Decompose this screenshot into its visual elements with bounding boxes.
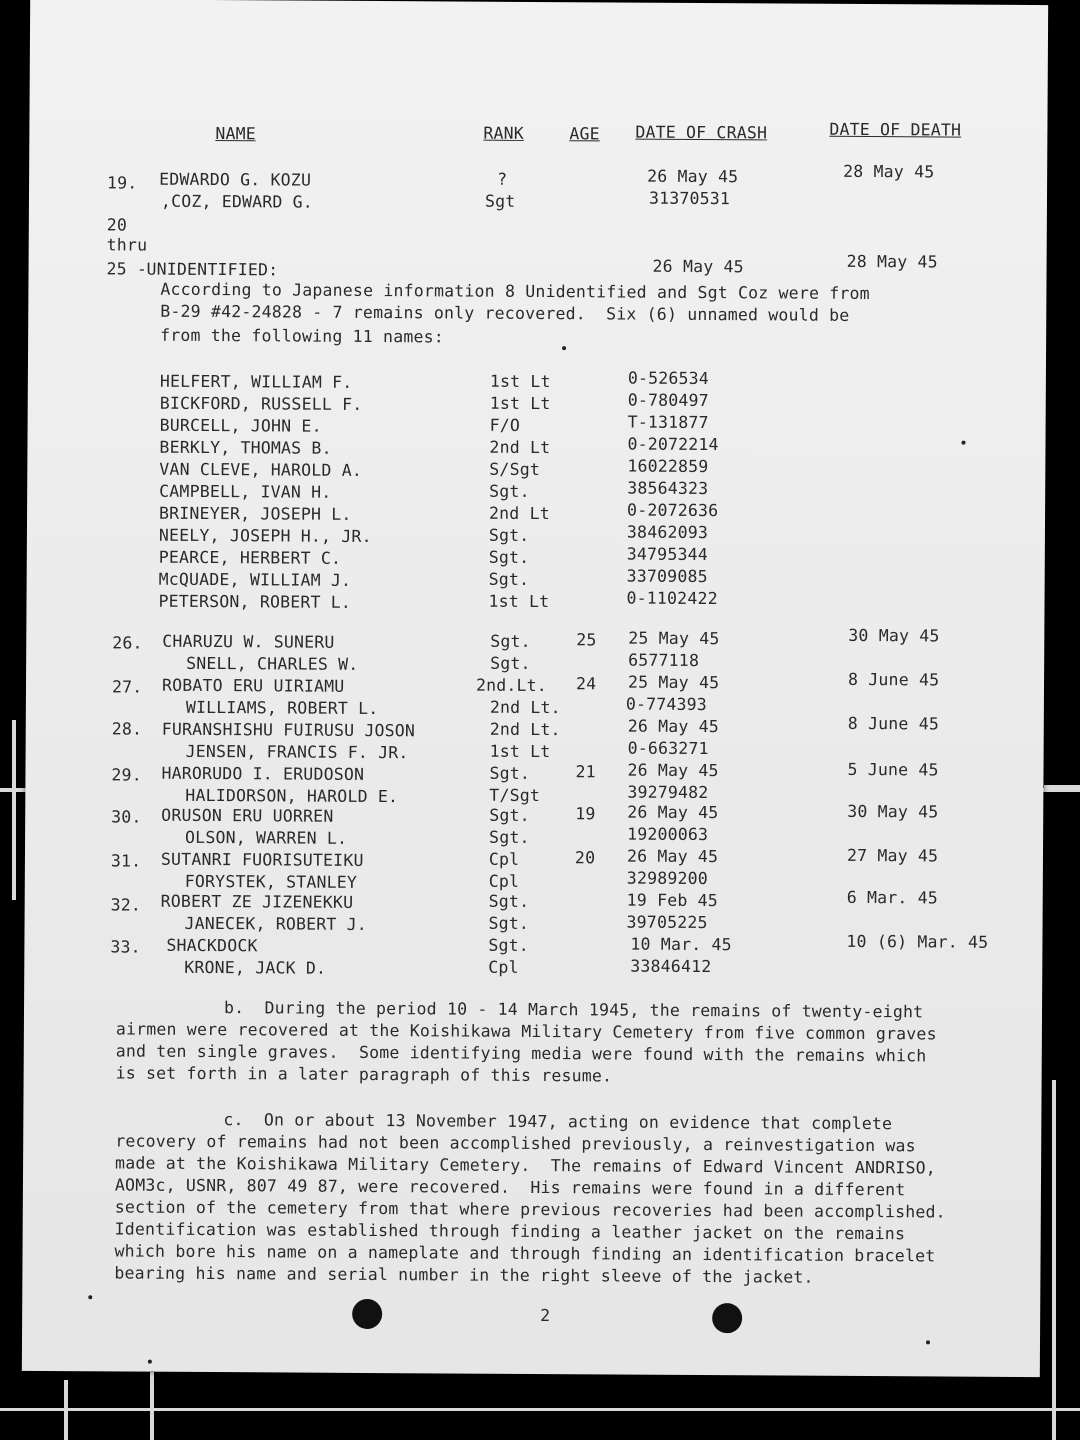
ink-speck — [562, 346, 566, 350]
entry-death-date: 5 June 45 — [847, 759, 939, 780]
list-item-rank: Sgt. — [488, 547, 530, 567]
unidentified-note: According to Japanese information 8 Unidentified and Sgt Coz were from — [160, 279, 870, 304]
entry-serial: 39705225 — [626, 912, 708, 933]
list-item-rank: F/O — [489, 415, 521, 435]
list-item-serial: 38462093 — [626, 522, 709, 543]
list-item-name: PEARCE, HERBERT C. — [158, 547, 342, 568]
col-header-age: AGE — [569, 124, 600, 144]
list-item-name: PETERSON, ROBERT L. — [158, 591, 352, 612]
entry-number: 33. — [110, 937, 141, 957]
entry-name: SNELL, CHARLES W. — [186, 653, 359, 674]
entry-rank: 2nd Lt. — [489, 719, 561, 740]
entry-japanese-name: CHARUZU W. SUNERU — [162, 631, 335, 652]
unidentified-title: UNIDENTIFIED: — [146, 259, 279, 280]
paragraph-b-line: b. During the period 10 - 14 March 1945, the remains of twenty-eight — [223, 998, 924, 1022]
entry-rank: 2nd.Lt. — [475, 675, 548, 696]
ink-speck — [961, 441, 965, 445]
entry-rank: Cpl — [488, 957, 519, 977]
ink-speck — [88, 1295, 92, 1299]
col-header-name: NAME — [215, 124, 256, 144]
entry-rank: 2nd Lt. — [489, 697, 561, 718]
entry-age: 19 — [575, 804, 596, 824]
paragraph-b-line: airmen were recovered at the Koishikawa Military Cemetery from five common graves — [115, 1019, 937, 1044]
entry-death-date: 6 Mar. 45 — [846, 887, 939, 908]
entry-japanese-name: SUTANRI FUORISUTEIKU — [160, 849, 364, 870]
entry-number: 27. — [111, 677, 143, 697]
entry-japanese-name: SHACKDOCK — [166, 935, 258, 956]
entry-name: JENSEN, FRANCIS F. JR. — [185, 741, 409, 763]
entry-crash-date: 10 Mar. 45 — [630, 934, 732, 955]
entry-japanese-name: ROBERT ZE JIZENEKKU — [160, 891, 354, 912]
list-item-serial: 33709085 — [626, 566, 708, 587]
entry-rank: Cpl — [488, 849, 520, 869]
list-item-name: CAMPBELL, IVAN H. — [159, 481, 332, 502]
background-line — [12, 720, 16, 900]
list-item-name: NEELY, JOSEPH H., JR. — [158, 525, 372, 546]
list-item-serial: 0-1102422 — [626, 588, 718, 609]
entry-crash-date: 25 May 45 — [628, 628, 720, 649]
page-number: 2 — [540, 1306, 551, 1326]
entry-rank: 1st Lt — [489, 741, 551, 762]
entry-serial: 0-663271 — [627, 738, 709, 759]
list-item-name: BICKFORD, RUSSELL F. — [159, 393, 363, 414]
entry-crash-date: 19 Feb 45 — [626, 890, 718, 911]
entry-number: 29. — [111, 765, 142, 785]
entry-rank: ? — [497, 169, 508, 189]
document-page — [22, 0, 1048, 1377]
entry-age: 21 — [575, 762, 596, 782]
ink-speck — [148, 1360, 152, 1364]
entry-number: 26. — [112, 633, 143, 653]
entry-number: 30. — [111, 807, 142, 827]
list-item-name: VAN CLEVE, HAROLD A. — [159, 459, 363, 480]
entry-death-date: 30 May 45 — [848, 625, 940, 646]
entry-rank: Sgt — [484, 191, 516, 211]
paragraph-c-line: AOM3c, USNR, 807 49 87, were recovered. His remains were found in a different — [114, 1175, 906, 1200]
entry-serial: 31370531 — [648, 188, 731, 209]
entry-serial: 39279482 — [627, 782, 709, 803]
unidentified-note: from the following 11 names: — [160, 325, 444, 347]
list-item-name: McQUADE, WILLIAM J. — [158, 569, 352, 590]
entry-crash-date: 26 May 45 — [647, 166, 739, 187]
list-item-serial: 0-780497 — [627, 390, 709, 411]
entry-name: ,COZ, EDWARD G. — [160, 191, 314, 212]
entry-number: 19. — [107, 173, 138, 193]
list-item-serial: 0-2072636 — [627, 500, 719, 521]
list-item-name: BURCELL, JOHN E. — [159, 415, 322, 436]
entry-japanese-name: ROBATO ERU UIRIAMU — [161, 675, 345, 696]
list-item-rank: 2nd Lt — [489, 437, 551, 458]
entry-crash-date: 25 May 45 — [627, 672, 720, 693]
col-header-date-of-crash: DATE OF CRASH — [635, 122, 768, 143]
col-header-date-of-death: DATE OF DEATH — [829, 119, 962, 140]
entry-rank: Sgt. — [489, 805, 530, 825]
entry-japanese-name: ORUSON ERU UORREN — [161, 805, 334, 826]
list-item-name: HELFERT, WILLIAM F. — [159, 371, 353, 392]
entry-death-date: 28 May 45 — [846, 251, 938, 272]
list-item-rank: 1st Lt — [489, 393, 551, 414]
entry-rank: Cpl — [488, 871, 520, 891]
paragraph-c-line: bearing his name and serial number in the right sleeve of the jacket. — [114, 1263, 814, 1287]
entry-death-date: 10 (6) Mar. 45 — [846, 931, 989, 952]
list-item-name: BERKLY, THOMAS B. — [159, 437, 332, 458]
background-line — [1052, 1080, 1056, 1440]
punch-hole — [712, 1303, 742, 1333]
entry-japanese-name: EDWARDO G. KOZU — [159, 169, 312, 190]
unidentified-note: B-29 #42-24828 - 7 remains only recovered. Six (6) unnamed would be — [160, 301, 850, 325]
list-item-serial: 0-526534 — [627, 368, 710, 389]
entry-age: 20 — [574, 848, 596, 868]
list-item-rank: Sgt. — [488, 569, 530, 589]
entry-death-date: 28 May 45 — [843, 161, 935, 182]
entry-death-date: 27 May 45 — [846, 845, 939, 866]
range-label: 20 — [106, 215, 128, 235]
list-item-rank: Sgt. — [488, 525, 530, 545]
entry-death-date: 30 May 45 — [847, 801, 939, 822]
entry-serial: 33846412 — [630, 956, 712, 977]
paragraph-c-line: Identification was established through finding a leather jacket on the remains — [114, 1219, 906, 1244]
entry-serial: 19200063 — [627, 824, 709, 845]
entry-death-date: 8 June 45 — [848, 669, 940, 690]
background-line — [0, 1408, 1080, 1411]
entry-number: 28. — [111, 719, 143, 739]
entry-crash-date: 26 May 45 — [627, 760, 719, 781]
col-header-rank: RANK — [483, 123, 524, 143]
entry-death-date: 8 June 45 — [847, 713, 940, 734]
paragraph-c-line: which bore his name on a nameplate and through finding an identification bracelet — [114, 1241, 936, 1266]
list-item-name: BRINEYER, JOSEPH L. — [159, 503, 352, 524]
entry-crash-date: 26 May 45 — [626, 846, 719, 867]
entry-name: FORYSTEK, STANLEY — [184, 871, 358, 892]
list-item-serial: 0-2072214 — [627, 434, 719, 455]
entry-number: 32. — [110, 895, 142, 915]
entry-name: KRONE, JACK D. — [184, 957, 327, 978]
entry-serial: 32989200 — [626, 868, 708, 889]
entry-crash-date: 26 May 45 — [627, 802, 719, 823]
entry-name: OLSON, WARREN L. — [185, 827, 348, 848]
list-item-rank: Sgt. — [489, 481, 530, 501]
list-item-serial: T-131877 — [627, 412, 709, 433]
paragraph-c-line: section of the cemetery from that where previous recoveries had been accomplished. — [114, 1197, 946, 1222]
paragraph-c-line: c. On or about 13 November 1947, acting on evidence that complete — [223, 1110, 893, 1134]
entry-rank: Sgt. — [489, 763, 531, 783]
paragraph-b-line: is set forth in a later paragraph of this resume. — [115, 1063, 613, 1086]
entry-japanese-name: HARORUDO I. ERUDOSON — [161, 763, 365, 784]
list-item-rank: 1st Lt — [488, 591, 550, 612]
ink-speck — [926, 1340, 930, 1344]
entry-rank: T/Sgt — [489, 785, 541, 806]
entry-serial: 6577118 — [628, 650, 700, 671]
list-item-serial: 16022859 — [627, 456, 709, 477]
entry-name: JANECEK, ROBERT J. — [184, 913, 368, 934]
entry-name: HALIDORSON, HAROLD E. — [185, 785, 399, 807]
entry-rank: Sgt. — [488, 913, 530, 933]
paragraph-b-line: and ten single graves. Some identifying media were found with the remains which — [115, 1041, 927, 1066]
entry-number: 25 - — [106, 259, 148, 279]
entry-age: 25 — [576, 630, 597, 650]
entry-rank: Sgt. — [490, 631, 531, 651]
entry-rank: Sgt. — [489, 827, 530, 847]
entry-crash-date: 26 May 45 — [627, 716, 720, 737]
list-item-rank: 1st Lt — [489, 371, 551, 392]
list-item-serial: 38564323 — [627, 478, 709, 499]
background-line — [1044, 785, 1080, 789]
entry-rank: Sgt. — [488, 891, 530, 911]
entry-rank: Sgt. — [490, 653, 531, 673]
background-line — [150, 1372, 154, 1440]
list-item-rank: S/Sgt — [489, 459, 541, 480]
entry-number: 31. — [110, 851, 142, 871]
list-item-serial: 34795344 — [626, 544, 708, 565]
entry-crash-date: 26 May 45 — [652, 256, 744, 277]
list-item-rank: 2nd Lt — [489, 503, 550, 524]
punch-hole — [352, 1299, 382, 1329]
entry-rank: Sgt. — [488, 935, 530, 955]
entry-japanese-name: FURANSHISHU FUIRUSU JOSON — [161, 719, 416, 741]
range-label: thru — [106, 235, 148, 255]
paragraph-c-line: recovery of remains had not been accomplished previously, a reinvestigation was — [115, 1131, 916, 1156]
paragraph-c-line: made at the Koishikawa Military Cemetery. The remains of Edward Vincent ANDRISO, — [115, 1153, 936, 1178]
entry-name: WILLIAMS, ROBERT L. — [185, 697, 379, 719]
entry-age: 24 — [575, 674, 597, 694]
background-line — [64, 1380, 68, 1440]
entry-serial: 0-774393 — [625, 694, 708, 715]
